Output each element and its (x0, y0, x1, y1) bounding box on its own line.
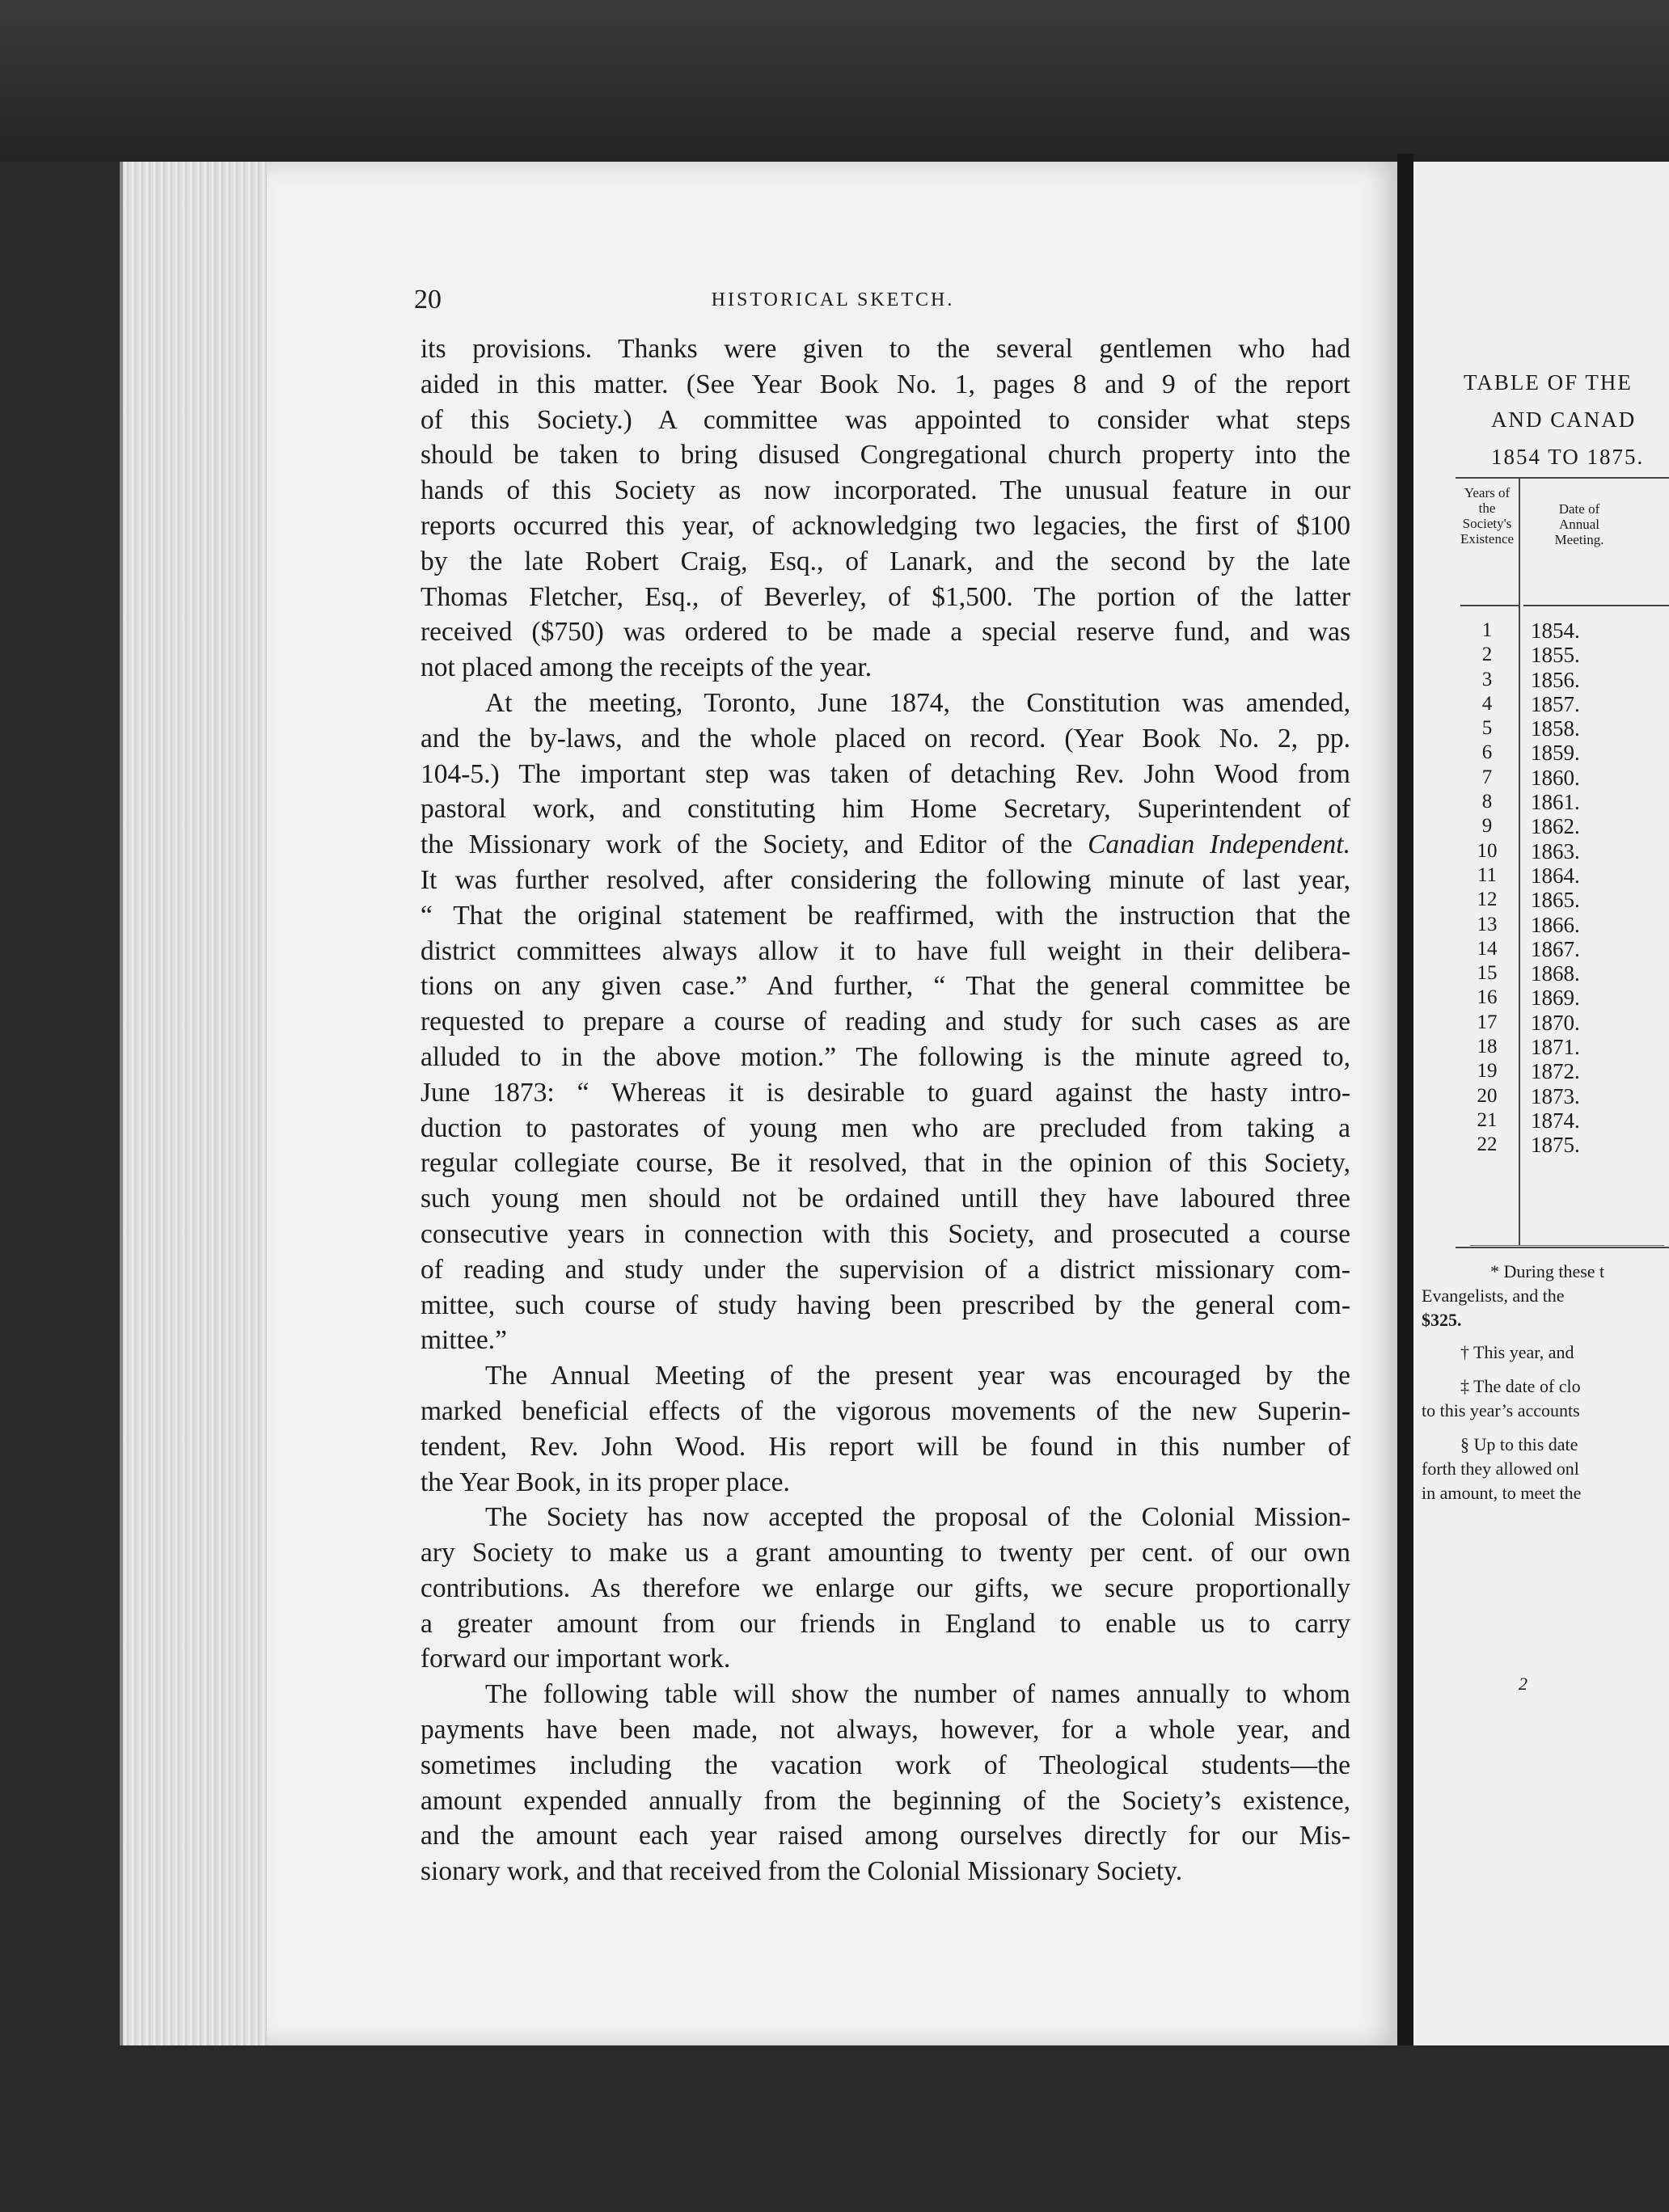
table-cell-date: 1867. (1531, 936, 1580, 961)
page-number: 20 (414, 285, 442, 314)
text-line: June 1873: “ Whereas it is desirable to guard against the hasty intro- (420, 1077, 1350, 1108)
table-cell-date: 1860. (1531, 765, 1580, 790)
text-line: hands of this Society as now incorporated. The unusual feature in our (420, 475, 1350, 506)
dates-column (1531, 618, 1628, 1158)
table-cell-year: 18 (1477, 1036, 1498, 1058)
text-segment: the Missionary work of the Society, and Editor of the (420, 830, 1073, 860)
table-cell-date: 1868. (1531, 961, 1580, 986)
text-line: received ($750) was ordered to be made a special reserve fund, and was (420, 617, 1350, 648)
text-line: such young men should not be ordained untill they have laboured three (420, 1184, 1350, 1214)
table-cell-year: 5 (1481, 717, 1493, 740)
table-column-divider (1519, 477, 1520, 1245)
table-cell-year: 3 (1481, 668, 1493, 690)
table-cell-date: 1873. (1531, 1083, 1580, 1108)
left-page (267, 162, 1399, 2045)
table-cell-date: 1857. (1531, 691, 1580, 716)
body-text (420, 331, 1350, 1889)
table-cell-date: 1865. (1531, 888, 1580, 913)
table-cell-date: 1875. (1531, 1133, 1580, 1158)
text-line: mittee, such course of study having been prescribed by the general com- (420, 1290, 1350, 1320)
book-gutter (1397, 154, 1413, 2062)
text-line: a greater amount from our friends in England to enable us to carry (420, 1608, 1350, 1639)
years-column (1456, 618, 1519, 1158)
table-cell-date: 1870. (1531, 1010, 1580, 1035)
text-line: tendent, Rev. John Wood. His report will be found in this number of (420, 1431, 1350, 1462)
table-cell-year: 16 (1477, 986, 1498, 1009)
table-cell-date: 1858. (1531, 716, 1580, 741)
text-line-with-italic (420, 827, 1350, 863)
text-line: not placed among the receipts of the year. (420, 652, 873, 683)
footnote-line: * During these t (1490, 1261, 1605, 1281)
running-head: HISTORICAL SKETCH. (711, 289, 955, 310)
text-line: The Annual Meeting of the present year was encouraged by the (485, 1361, 1350, 1391)
table-cell-year: 9 (1481, 815, 1493, 838)
text-line: contributions. As therefore we enlarge our gifts, we secure proportionally (420, 1572, 1350, 1603)
footnote-line: $325. (1422, 1310, 1462, 1330)
text-line: ary Society to make us a grant amounting to twenty per cent. of our own (420, 1538, 1350, 1568)
right-page (1413, 162, 1669, 2045)
table-cell-year: 4 (1481, 692, 1493, 715)
table-cell-date: 1855. (1531, 643, 1580, 668)
table-cell-date: 1871. (1531, 1035, 1580, 1060)
table-cell-year: 13 (1477, 913, 1498, 935)
table-cell-year: 7 (1481, 766, 1493, 788)
text-line: reports occurred this year, of acknowledging two legacies, the first of $100 (420, 510, 1350, 541)
table-cell-year: 12 (1477, 889, 1498, 911)
table-cell-year: 17 (1477, 1011, 1498, 1033)
table-cell-date: 1854. (1531, 618, 1580, 643)
text-line: alluded to in the above motion.” The following is the minute agreed to, (420, 1041, 1350, 1072)
table-cell-date: 1864. (1531, 863, 1580, 888)
text-line: and the amount each year raised among ourselves directly for our Mis- (420, 1821, 1350, 1851)
text-line: sometimes including the vacation work of Theological students—the (420, 1750, 1350, 1780)
footnote-line: † This year, and (1460, 1342, 1574, 1362)
text-line: district committees always allow it to have full weight in their delibera- (420, 935, 1350, 966)
table-cell-year: 20 (1477, 1084, 1498, 1107)
table-cell-year: 14 (1477, 937, 1498, 960)
scan-background-bottom (0, 2045, 1669, 2212)
text-line: sionary work, and that received from the Colonial Missionary Society. (420, 1856, 1183, 1887)
text-line: its provisions. Thanks were given to the several gentlemen who had (420, 334, 1350, 364)
table-cell-date: 1872. (1531, 1059, 1580, 1084)
table-cell-date: 1862. (1531, 814, 1580, 839)
table-cell-year: 21 (1477, 1108, 1498, 1131)
table-cell-date: 1863. (1531, 838, 1580, 863)
text-line: payments have been made, not always, however, for a whole year, and (420, 1715, 1350, 1746)
table-cell-date: 1874. (1531, 1108, 1580, 1133)
text-line: 104-5.) The important step was taken of detaching Rev. John Wood from (420, 758, 1350, 789)
text-line: of reading and study under the supervision of a district missionary com- (420, 1254, 1350, 1285)
footnote-line: to this year’s accounts (1422, 1400, 1580, 1420)
text-line: forward our important work. (420, 1644, 731, 1674)
table-cell-year: 6 (1481, 741, 1493, 764)
footnote-rule (1470, 1245, 1664, 1246)
table-cell-year: 22 (1477, 1133, 1498, 1156)
table-title-line: AND CANAD (1491, 407, 1637, 432)
footnote-line: ‡ The date of clo (1460, 1376, 1581, 1396)
text-line: marked beneficial effects of the vigorous movements of the new Superin- (420, 1395, 1350, 1426)
table-header-rule (1523, 605, 1669, 606)
text-line: and the by-laws, and the whole placed on record. (Year Book No. 2, pp. (420, 723, 1350, 754)
table-cell-date: 1856. (1531, 667, 1580, 692)
table-cell-year: 1 (1481, 619, 1493, 641)
text-line: should be taken to bring disused Congregational church property into the (420, 440, 1350, 471)
text-line: It was further resolved, after considering the following minute of last year, (420, 864, 1350, 895)
text-line: Thomas Fletcher, Esq., of Beverley, of $1,500. The portion of the latter (420, 581, 1350, 612)
table-cell-year: 8 (1481, 791, 1493, 813)
text-line: “ That the original statement be reaffirmed, with the instruction that the (420, 900, 1350, 931)
table-cell-year: 15 (1477, 962, 1498, 985)
text-line: The Society has now accepted the proposal of the Colonial Mission- (485, 1502, 1350, 1533)
text-line: consecutive years in connection with this Society, and prosecuted a course (420, 1218, 1350, 1249)
table-cell-date: 1861. (1531, 790, 1580, 815)
italic-title: Canadian Independent. (1088, 830, 1350, 860)
text-line: pastoral work, and constituting him Home Secretary, Superintendent of (420, 794, 1350, 825)
text-line: regular collegiate course, Be it resolved, that in the opinion of this Society, (420, 1148, 1350, 1179)
table-cell-year: 10 (1477, 839, 1498, 862)
text-line: The following table will show the number of names annually to whom (485, 1679, 1350, 1710)
footnote-line: § Up to this date (1460, 1434, 1578, 1454)
table-cell-year: 2 (1481, 644, 1493, 666)
scan-background-top (0, 0, 1669, 162)
text-line: the Year Book, in its proper place. (420, 1467, 790, 1497)
table-title-line: TABLE OF THE (1464, 370, 1633, 395)
table-cell-date: 1869. (1531, 986, 1580, 1011)
footnote-line: Evangelists, and the (1422, 1285, 1565, 1306)
text-line: tions on any given case.” And further, “ That the general committee be (420, 971, 1350, 1002)
table-cell-year: 11 (1477, 863, 1498, 886)
column-header-years: Years of the Society's Existence (1460, 485, 1515, 547)
table-cell-date: 1866. (1531, 912, 1580, 937)
text-line: requested to prepare a course of reading and study for such cases as are (420, 1007, 1350, 1037)
table-cell-date: 1859. (1531, 741, 1580, 766)
table-title-line: 1854 TO 1875. (1491, 445, 1645, 469)
column-header-date: Date of Annual Meeting. (1554, 501, 1604, 547)
text-line: by the late Robert Craig, Esq., of Lanark, and the second by the late (420, 546, 1350, 576)
text-line: amount expended annually from the beginning of the Society’s existence, (420, 1785, 1350, 1816)
text-line: aided in this matter. (See Year Book No. 1, pages 8 and 9 of the report (420, 369, 1350, 399)
table-cell-year: 19 (1477, 1060, 1498, 1083)
footnote-line: forth they allowed onl (1422, 1458, 1579, 1479)
text-line: of this Society.) A committee was appointed to consider what steps (420, 404, 1350, 435)
text-line: duction to pastorates of young men who are precluded from taking a (420, 1112, 1350, 1143)
text-line: At the meeting, Toronto, June 1874, the Constitution was amended, (485, 687, 1350, 718)
text-line: mittee.” (420, 1325, 507, 1356)
book-page-edges (120, 162, 277, 2045)
table-header-rule (1460, 605, 1519, 606)
page-folio: 2 (1519, 1674, 1527, 1694)
footnote-line: in amount, to meet the (1422, 1483, 1582, 1503)
